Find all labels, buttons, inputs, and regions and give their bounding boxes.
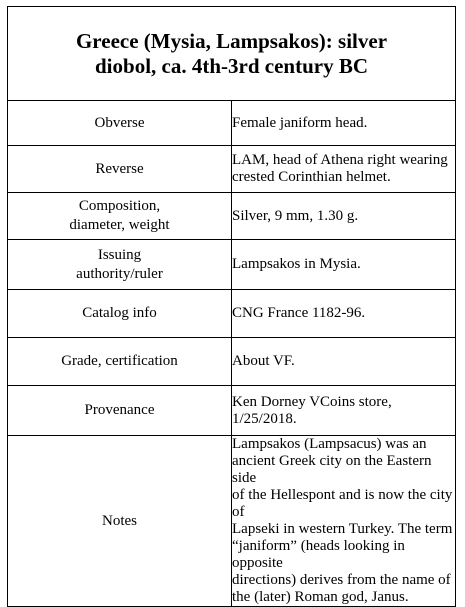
value-provenance	[232, 386, 456, 436]
label-line: Issuing	[97, 246, 142, 263]
value-line: directions) derives from the name of	[232, 572, 451, 588]
title-row	[8, 7, 456, 101]
label-notes	[8, 436, 232, 607]
value-line: ancient Greek city on the Eastern side	[232, 453, 432, 486]
value-line: crested Corinthian helmet.	[232, 169, 391, 185]
row-issuing-authority	[8, 240, 456, 290]
label-reverse	[8, 146, 232, 193]
value-line: LAM, head of Athena right wearing	[232, 152, 448, 168]
value-catalog-info	[232, 290, 456, 338]
coin-info-table	[7, 6, 456, 607]
label-composition	[8, 193, 232, 240]
label-obverse	[8, 101, 232, 146]
value-grade	[232, 338, 456, 386]
title-line-2: diobol, ca. 4th-3rd century BC	[95, 53, 368, 78]
value-obverse	[232, 101, 456, 146]
label-grade	[8, 338, 232, 386]
value-reverse	[232, 146, 456, 193]
value-issuing-authority	[232, 240, 456, 290]
label-line: Reverse	[95, 160, 144, 177]
title-line-1: Greece (Mysia, Lampsakos): silver	[75, 28, 388, 53]
value-line: Ken Dorney VCoins store, 1/25/2018.	[232, 393, 392, 427]
label-line: authority/ruler	[76, 265, 163, 282]
row-obverse	[8, 101, 456, 146]
row-reverse	[8, 146, 456, 193]
label-catalog-info	[8, 290, 232, 338]
label-line: Grade, certification	[61, 353, 178, 369]
row-provenance	[8, 386, 456, 436]
value-line: CNG France 1182-96.	[232, 305, 366, 321]
label-line: Provenance	[84, 402, 155, 418]
label-line: Catalog info	[82, 305, 157, 321]
value-line: “janiform” (heads looking in opposite	[232, 538, 405, 571]
label-line: Obverse	[94, 114, 145, 131]
table-title	[8, 7, 456, 101]
value-notes	[232, 436, 456, 607]
value-line: of the Hellespont and is now the city of	[232, 487, 453, 520]
value-line: Lampsakos in Mysia.	[232, 256, 361, 272]
label-provenance	[8, 386, 232, 436]
value-line: the (later) Roman god, Janus.	[232, 589, 409, 605]
row-grade	[8, 338, 456, 386]
label-line: Notes	[102, 512, 137, 529]
row-notes	[8, 436, 456, 607]
label-line: Composition,	[78, 198, 161, 214]
label-issuing-authority	[8, 240, 232, 290]
label-line: diameter, weight	[69, 217, 170, 233]
row-catalog-info	[8, 290, 456, 338]
value-line: Lampsakos (Lampsacus) was an	[232, 436, 427, 452]
value-line: Female janiform head.	[232, 114, 368, 131]
value-composition	[232, 193, 456, 240]
value-line: About VF.	[232, 353, 295, 369]
value-line: Silver, 9 mm, 1.30 g.	[232, 207, 359, 224]
row-composition	[8, 193, 456, 240]
value-line: Lapseki in western Turkey. The term	[232, 521, 453, 537]
